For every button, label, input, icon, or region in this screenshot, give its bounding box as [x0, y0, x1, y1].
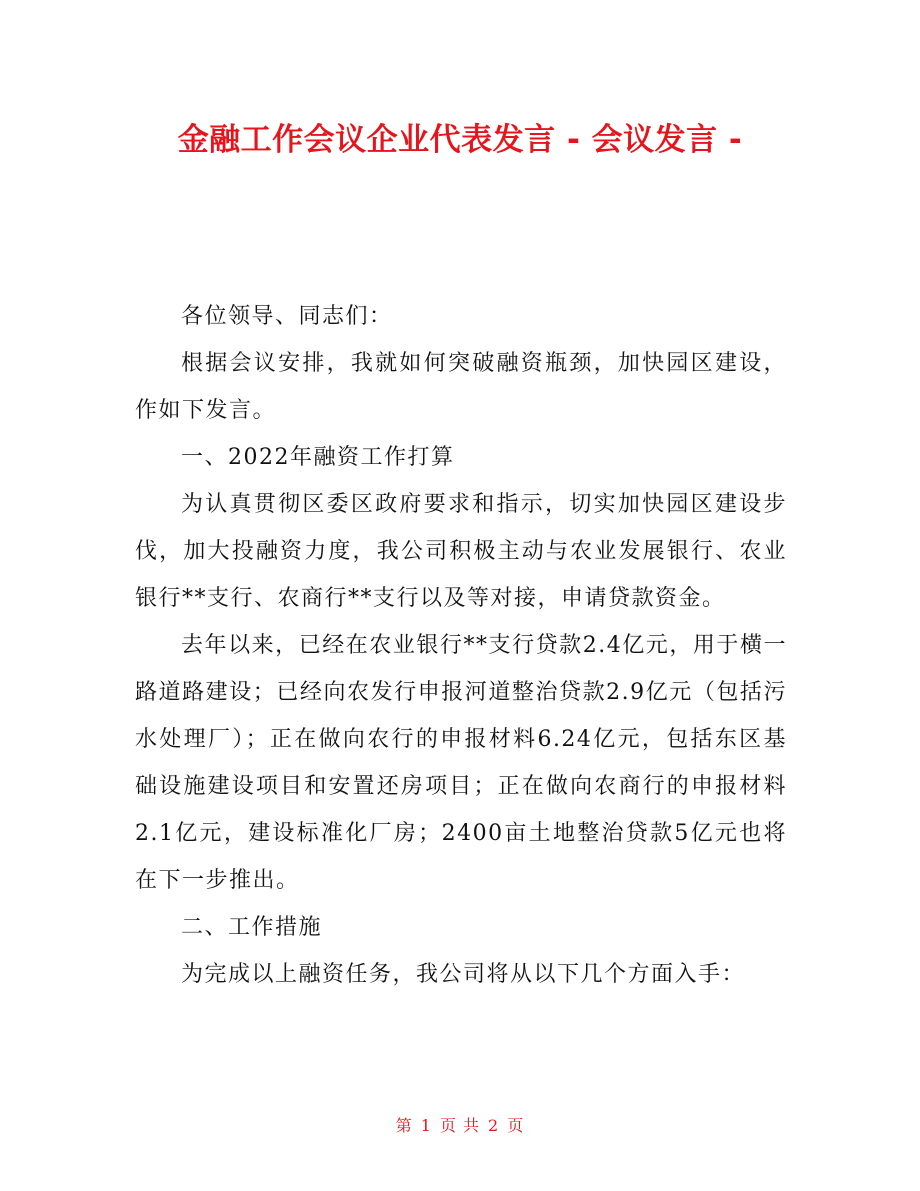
section-heading-2: 二、工作措施: [181, 915, 323, 940]
footer-current-page: 1: [420, 1116, 432, 1135]
document-body: [135, 293, 787, 998]
footer-total-pages: 2: [488, 1116, 500, 1135]
document-title: 金融工作会议企业代表发言 - 会议发言 -: [177, 122, 743, 158]
paragraph-measures: 为完成以上融资任务，我公司将从以下几个方面入手：: [181, 962, 746, 987]
paragraph-greeting: 各位领导、同志们：: [181, 304, 393, 329]
paragraph-plan: 为认真贯彻区委区政府要求和指示，切实加快园区建设步伐，加大投融资力度，我公司积极主动与农业发展银行、农业银行**支行、农商行**支行以及等对接，申请贷款资金。: [135, 492, 787, 611]
paragraph-progress: 去年以来，已经在农业银行**支行贷款2.4亿元，用于横一路道路建设；已经向农发行申报河道整治贷款2.9亿元（包括污水处理厂）；正在做向农行的申报材料6.24亿元，包括东区基础设施建设项目和安置还房项目；正在做向农商行的申报材料2.1亿元，建设标准化厂房；2400亩土地整治贷款5亿元也将在下一步推出。: [135, 633, 787, 893]
footer-suffix: 页: [507, 1116, 525, 1135]
paragraph-intro: 根据会议安排，我就如何突破融资瓶颈，加快园区建设，作如下发言。: [135, 351, 787, 423]
footer-prefix: 第: [395, 1116, 413, 1135]
section-heading-1: 一、2022年融资工作打算: [181, 445, 455, 470]
page-footer: [0, 1114, 920, 1138]
footer-middle: 页 共: [439, 1116, 481, 1135]
